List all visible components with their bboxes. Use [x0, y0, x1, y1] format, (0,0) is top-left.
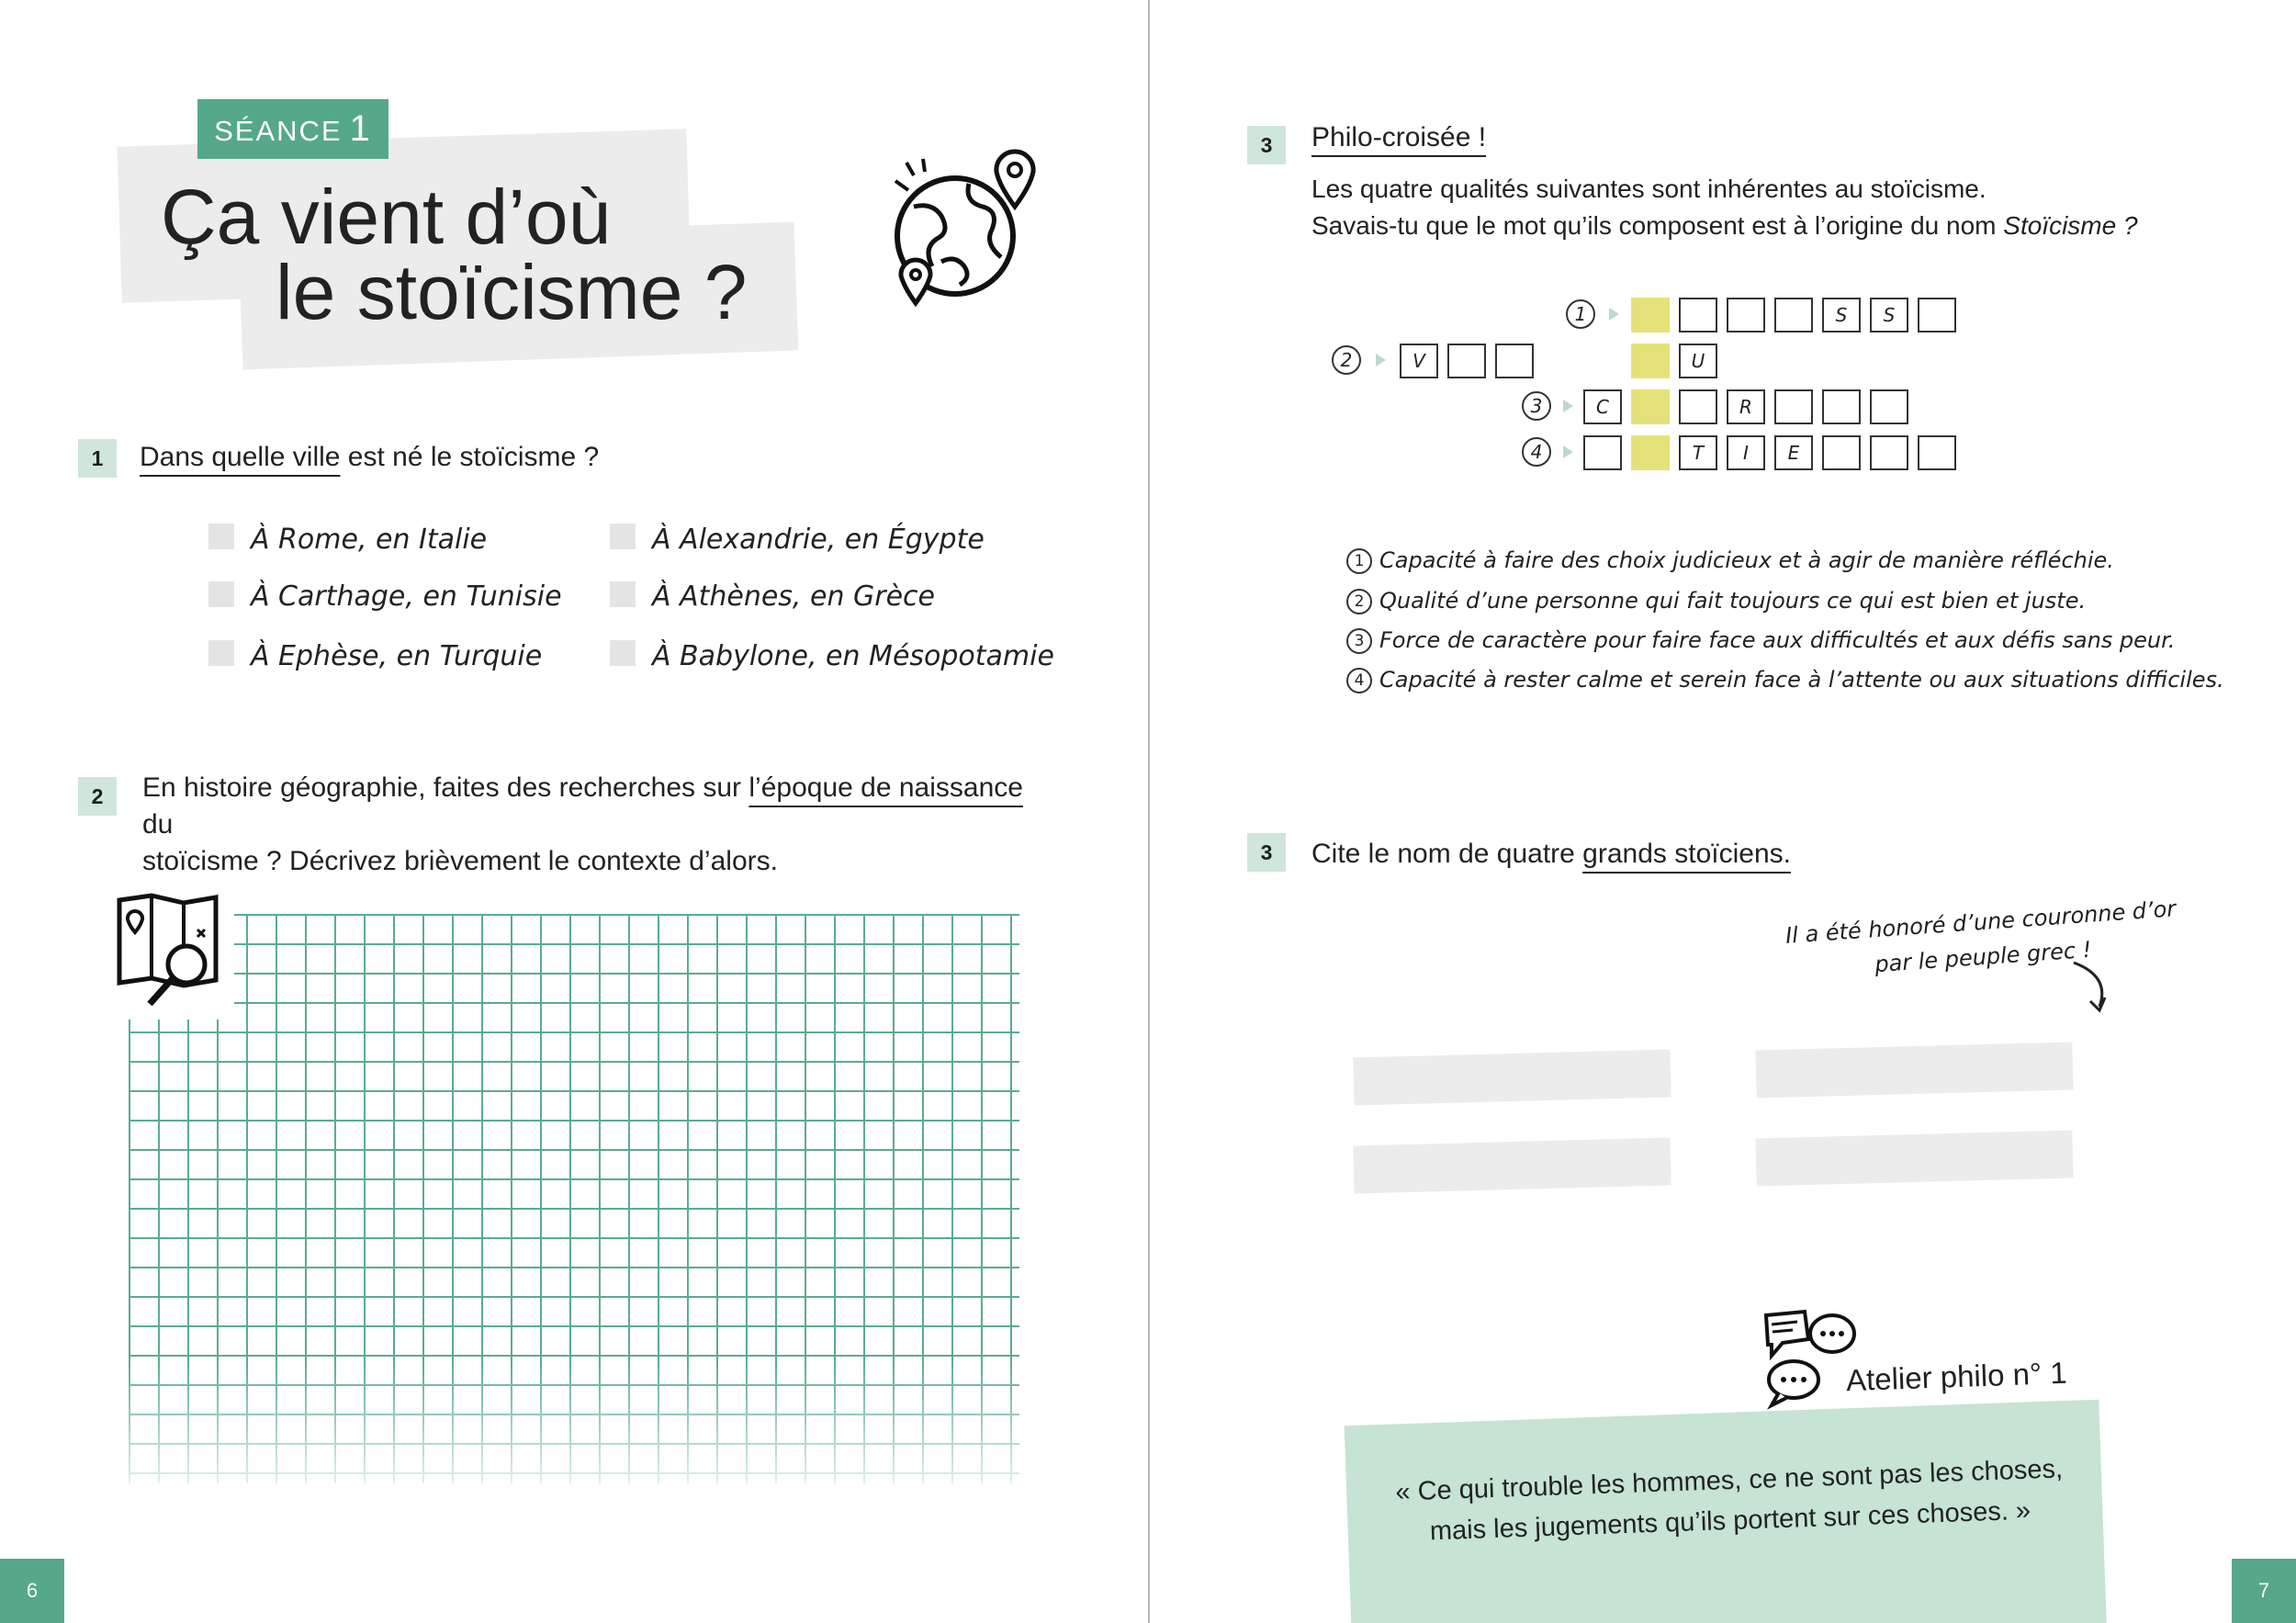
- crossword-cell[interactable]: [1870, 435, 1908, 470]
- question-number-badge: 3: [1247, 833, 1286, 872]
- question4-part1: Cite le nom de quatre: [1311, 839, 1583, 869]
- atelier-label: Atelier philo n° 1: [1845, 1355, 2068, 1398]
- crossword-cell[interactable]: [1679, 389, 1717, 424]
- row-arrow: [1376, 354, 1386, 366]
- page-number-right: 7: [2232, 1559, 2296, 1623]
- globe-pin-icon: [886, 142, 1042, 317]
- session-badge: [197, 99, 388, 159]
- checkbox-carthage[interactable]: [208, 581, 234, 607]
- crossword-cell[interactable]: [1774, 389, 1813, 424]
- checkbox-alexandrie[interactable]: [610, 524, 636, 549]
- crossword-cell[interactable]: [1727, 298, 1765, 332]
- option-label: À Rome, en Italie: [251, 524, 488, 556]
- definition-text: Qualité d’une personne qui fait toujours ce qui est bien et juste.: [1379, 588, 2087, 614]
- crossword-cell[interactable]: [1918, 298, 1956, 332]
- page-divider: [1148, 0, 1150, 1623]
- crossword-cell[interactable]: [1870, 389, 1908, 424]
- intro-word: Stoïcisme ?: [2003, 211, 2138, 240]
- row-arrow: [1563, 400, 1573, 412]
- crossword-cell[interactable]: [1774, 298, 1813, 332]
- question-number-badge: 1: [78, 439, 117, 478]
- question1-text: [140, 439, 599, 476]
- crossword-cell[interactable]: [1822, 435, 1861, 470]
- session-label: SÉANCE: [214, 115, 343, 147]
- quote-line1: « Ce qui trouble les hommes, ce ne sont pas les choses,: [1394, 1454, 2064, 1507]
- option-label: À Carthage, en Tunisie: [251, 580, 562, 613]
- checkbox-rome[interactable]: [208, 524, 234, 549]
- question2-part2: du: [142, 809, 174, 840]
- crossword-cell[interactable]: [1822, 389, 1861, 424]
- crossword-intro: [1311, 171, 2138, 244]
- definition-number: 3: [1346, 628, 1372, 654]
- definition-item: [1346, 588, 2086, 614]
- definition-item: [1346, 547, 2114, 574]
- crossword-cell[interactable]: I: [1727, 435, 1765, 470]
- question2-part1: En histoire géographie, faites des recherches sur: [142, 772, 749, 803]
- map-search-icon: [115, 891, 225, 1010]
- crossword-grid: [1340, 294, 1965, 487]
- crossword-cell-highlight[interactable]: [1631, 344, 1670, 378]
- option-label: À Ephèse, en Turquie: [251, 640, 543, 672]
- crossword-title-text: Philo-croisée !: [1311, 122, 1487, 152]
- definition-text: Capacité à rester calme et serein face à l’attente ou aux situations difficiles.: [1379, 667, 2224, 693]
- definition-text: Capacité à faire des choix judicieux et à agir de manière réfléchie.: [1379, 547, 2114, 573]
- row-arrow: [1609, 308, 1619, 321]
- crossword-cell[interactable]: C: [1583, 389, 1622, 424]
- checkbox-ephese[interactable]: [208, 640, 234, 666]
- crossword-cell[interactable]: T: [1679, 435, 1717, 470]
- answer-slot[interactable]: [1755, 1042, 2073, 1098]
- answer-slot[interactable]: [1353, 1049, 1671, 1105]
- crossword-cell[interactable]: S: [1870, 298, 1908, 332]
- checkbox-babylone[interactable]: [610, 640, 636, 666]
- grid-fade: [119, 1359, 1029, 1488]
- definition-number: 4: [1346, 668, 1372, 693]
- crossword-cell[interactable]: [1495, 344, 1534, 378]
- crossword-cell[interactable]: [1918, 435, 1956, 470]
- curved-arrow-icon: [2066, 955, 2122, 1020]
- crossword-cell[interactable]: S: [1822, 298, 1861, 332]
- option-label: À Athènes, en Grèce: [652, 580, 935, 613]
- page-title-line2: le stoïcisme ?: [276, 249, 748, 335]
- row-number-circle: 4: [1522, 437, 1551, 467]
- question1-underlined: Dans quelle ville: [140, 442, 341, 472]
- definition-number: 1: [1346, 548, 1372, 574]
- question2-underlined: l’époque de naissance: [748, 772, 1023, 803]
- option-label: À Alexandrie, en Égypte: [652, 524, 985, 556]
- crossword-cell[interactable]: V: [1400, 344, 1438, 378]
- row-arrow: [1563, 445, 1573, 458]
- checkbox-athenes[interactable]: [610, 581, 636, 607]
- crossword-cell[interactable]: E: [1774, 435, 1813, 470]
- definition-item: [1346, 627, 2175, 654]
- question4-text: [1311, 836, 1791, 873]
- page-title-line1: Ça vient d’où: [161, 174, 612, 260]
- row-number-circle: 1: [1566, 299, 1595, 329]
- question-number-badge: 3: [1247, 126, 1286, 164]
- question-number-badge: 2: [78, 777, 117, 816]
- crossword-cell[interactable]: [1583, 435, 1622, 470]
- quote-line2: mais les jugements qu’ils portent sur ces choses. »: [1429, 1495, 2032, 1547]
- crossword-cell-highlight[interactable]: [1631, 435, 1670, 470]
- question1-rest: est né le stoïcisme ?: [340, 442, 600, 472]
- answer-slot[interactable]: [1755, 1130, 2073, 1186]
- crossword-cell[interactable]: U: [1679, 344, 1717, 378]
- option-label: À Babylone, en Mésopotamie: [652, 640, 1054, 672]
- question2-line2: stoïcisme ? Décrivez brièvement le contexte d’alors.: [142, 846, 778, 876]
- crossword-cell[interactable]: R: [1727, 389, 1765, 424]
- definition-item: [1346, 667, 2224, 693]
- intro-line1: Les quatre qualités suivantes sont inhérentes au stoïcisme.: [1311, 175, 1986, 203]
- crossword-cell-highlight[interactable]: [1631, 298, 1670, 332]
- definition-text: Force de caractère pour faire face aux difficultés et aux défis sans peur.: [1379, 627, 2176, 653]
- session-number: 1: [349, 108, 372, 149]
- page-number-left: 6: [0, 1559, 64, 1623]
- row-number-circle: 2: [1332, 345, 1361, 375]
- definition-number: 2: [1346, 589, 1372, 614]
- crossword-cell[interactable]: [1447, 344, 1486, 378]
- row-number-circle: 3: [1522, 391, 1551, 421]
- hint-line1: Il a été honoré d’une couronne d’or: [1784, 896, 2178, 949]
- question2-text: [142, 770, 1042, 880]
- crossword-title: [1311, 119, 1486, 156]
- speech-bubbles-icon: [1759, 1304, 1860, 1410]
- question4-underlined: grands stoïciens.: [1582, 839, 1791, 869]
- crossword-cell-highlight[interactable]: [1631, 389, 1670, 424]
- hint-line2: par le peuple grec !: [1874, 936, 2093, 978]
- answer-slot[interactable]: [1353, 1137, 1671, 1193]
- intro-line2: Savais-tu que le mot qu’ils composent est à l’origine du nom: [1311, 211, 2004, 240]
- crossword-cell[interactable]: [1679, 298, 1717, 332]
